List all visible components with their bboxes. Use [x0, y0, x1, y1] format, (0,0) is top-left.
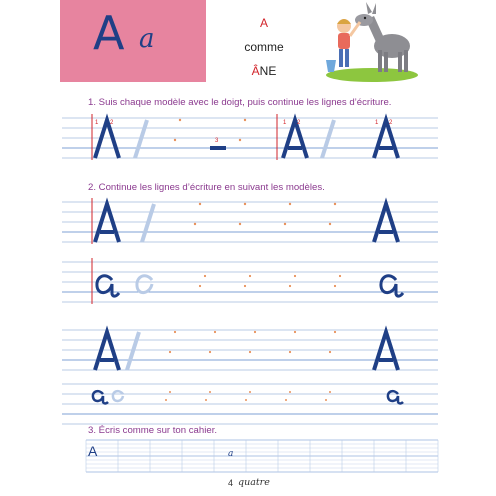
exercise-1-instruction: 1. Suis chaque modèle avec le doigt, puis continue les lignes d’écriture.: [88, 97, 392, 108]
header-letter-lower: a: [139, 24, 155, 54]
exercise-3-instruction: 3. Écris comme sur ton cahier.: [88, 425, 218, 436]
header-letter-upper: A: [93, 6, 125, 60]
word-ane-rest: NE: [259, 64, 277, 78]
svg-text:2: 2: [110, 120, 114, 126]
exercise-3-model-cursive: a: [228, 449, 234, 459]
exercise-2-instruction: 2. Continue les lignes d’écriture en suivant les modèles.: [88, 182, 325, 193]
page-number: 4: [228, 478, 234, 488]
svg-text:1: 1: [95, 120, 99, 126]
word-comme: comme: [244, 40, 284, 54]
svg-text:3: 3: [215, 138, 219, 144]
word-letter: A: [259, 16, 268, 30]
exercise-3-model-capital: A: [88, 443, 98, 459]
svg-text:2: 2: [389, 120, 393, 126]
svg-text:2: 2: [297, 120, 301, 126]
exercise-2-small-cursive-letters: [93, 391, 403, 404]
page-number-word: quatre: [238, 477, 270, 488]
svg-text:1: 1: [283, 120, 287, 126]
exercise-3-notebook-grid: [86, 440, 438, 472]
word-ane-accent: Â: [251, 64, 260, 78]
exercise-2-cursive-letters: [97, 275, 403, 296]
svg-text:1: 1: [375, 120, 379, 126]
